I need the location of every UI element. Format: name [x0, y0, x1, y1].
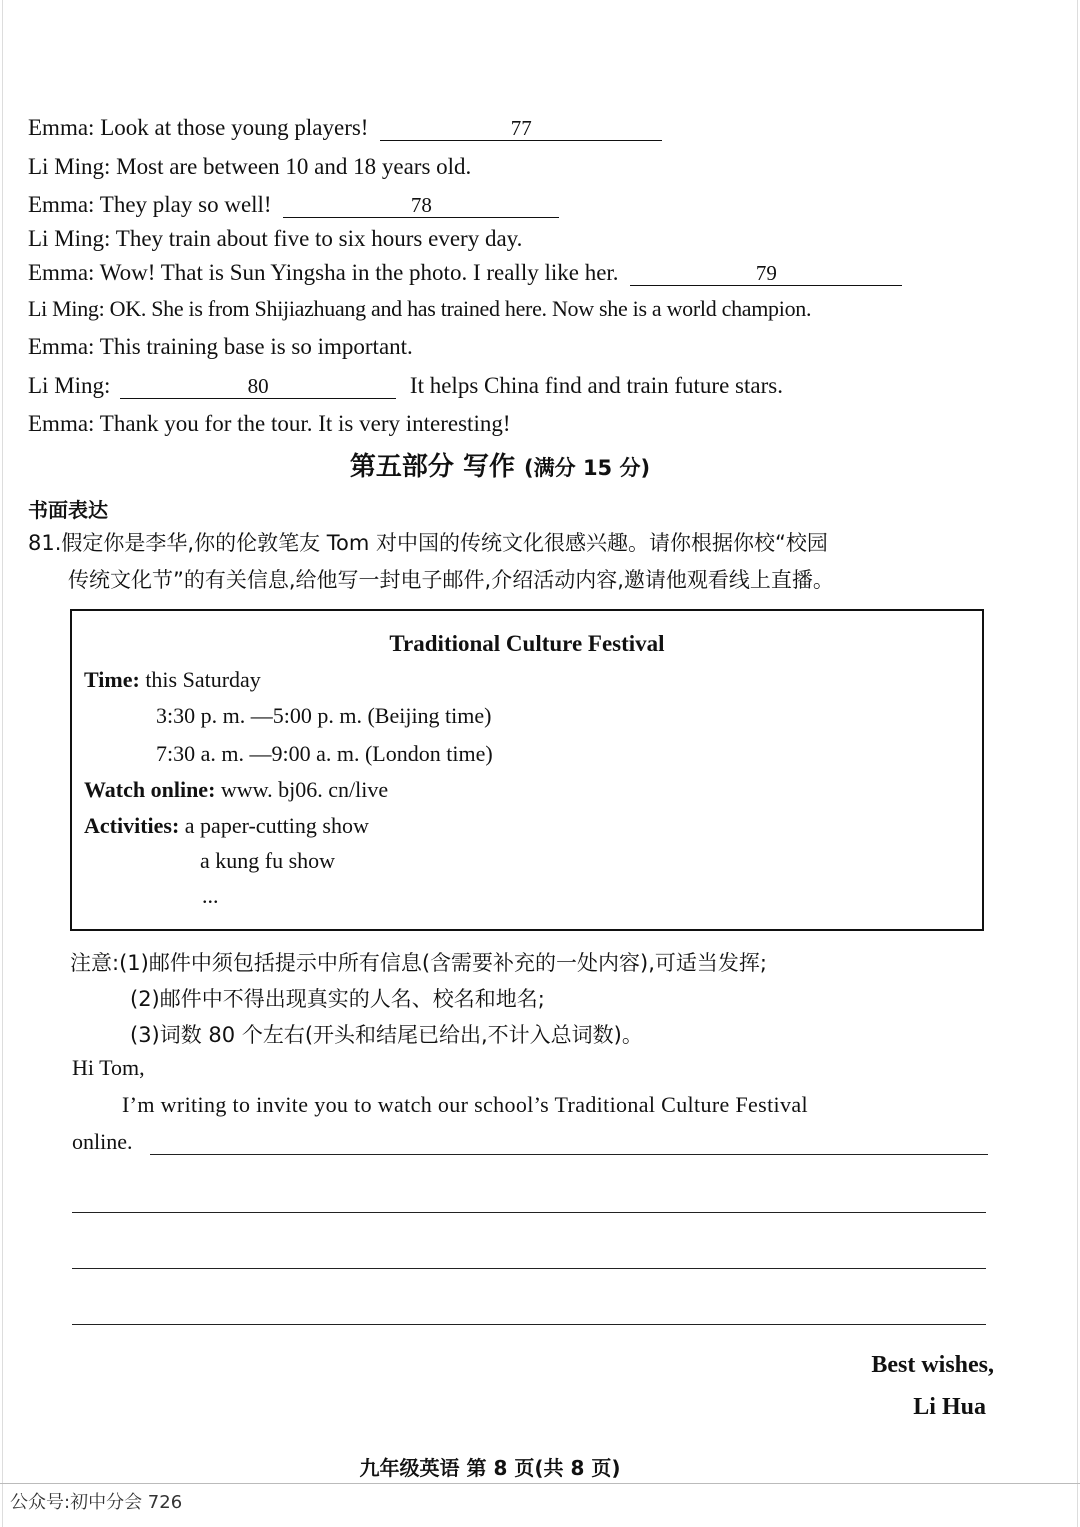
- dialogue-text: They play so well!: [99, 192, 272, 217]
- dialogue-text: Most are between 10 and 18 years old.: [116, 154, 472, 179]
- notes-item-3: (3)词数 80 个左右(开头和结尾已给出,不计入总词数)。: [130, 1023, 643, 1047]
- dialogue-text: Wow! That is Sun Yingsha in the photo. I really like her.: [99, 260, 619, 285]
- time-value: this Saturday: [145, 667, 261, 692]
- dialogue-line-8: [28, 371, 783, 401]
- dialogue-text: They train about five to six hours every day.: [115, 226, 523, 251]
- letter-closing: Best wishes,: [871, 1352, 994, 1378]
- speaker: Emma:: [28, 260, 95, 285]
- answer-blank-79[interactable]: 79: [630, 261, 902, 286]
- answer-blank-80[interactable]: 80: [120, 374, 396, 399]
- dialogue-line-1: [28, 113, 662, 143]
- speaker: Emma:: [28, 115, 95, 140]
- writing-line[interactable]: [72, 1212, 986, 1213]
- writing-heading: 书面表达: [28, 498, 108, 522]
- speaker: Li Ming:: [28, 154, 111, 179]
- activity-more: ...: [202, 883, 219, 908]
- festival-info-box: [70, 609, 984, 931]
- activities-label: Activities:: [84, 813, 180, 838]
- task-line-1: [28, 525, 828, 562]
- letter-signature: Li Hua: [913, 1394, 986, 1420]
- activities-row: [84, 813, 369, 839]
- notes-item-1: (1)邮件中须包括提示中所有信息(含需要补充的一处内容),可适当发挥;: [119, 951, 767, 975]
- page-left-edge: [2, 0, 3, 1527]
- task-line-2: 传统文化节”的有关信息,给他写一封电子邮件,介绍活动内容,邀请他观看线上直播。: [68, 568, 834, 592]
- dialogue-line-3: [28, 190, 559, 220]
- section-score: (满分 15 分): [524, 456, 651, 480]
- festival-title: Traditional Culture Festival: [389, 631, 665, 656]
- watch-row: [84, 777, 388, 803]
- activity-item: a paper-cutting show: [184, 813, 369, 838]
- task-number: 81.: [28, 531, 62, 555]
- dialogue-line-4: [28, 224, 522, 254]
- answer-blank-77[interactable]: 77: [380, 116, 662, 141]
- letter-opening-line-1: I’m writing to invite you to watch our school’s Traditional Culture Festival: [122, 1092, 808, 1117]
- time-row: [84, 667, 261, 693]
- dialogue-line-2: [28, 152, 471, 182]
- watermark: 公众号:初中分会 726: [10, 1492, 183, 1513]
- dialogue-line-5: [28, 258, 902, 288]
- dialogue-text: OK. She is from Shijiazhuang and has trained here. Now she is a world champion.: [109, 296, 812, 321]
- watch-label: Watch online:: [84, 777, 216, 802]
- watermark-divider: [0, 1483, 1080, 1484]
- page-right-edge: [1077, 0, 1078, 1527]
- dialogue-line-7: [28, 332, 413, 362]
- section-title: [0, 446, 1000, 483]
- speaker: Li Ming:: [28, 373, 111, 398]
- dialogue-text: Thank you for the tour. It is very interesting!: [99, 411, 511, 436]
- dialogue-text: Look at those young players!: [100, 115, 369, 140]
- writing-line[interactable]: [72, 1324, 986, 1325]
- speaker: Li Ming:: [28, 296, 105, 321]
- activity-item: a kung fu show: [200, 848, 336, 873]
- speaker: Emma:: [28, 411, 95, 436]
- time-label: Time:: [84, 667, 140, 692]
- task-text-1: 假定你是李华,你的伦敦笔友 Tom 对中国的传统文化很感兴趣。请你根据你校“校园: [61, 531, 828, 555]
- notes-item-2: (2)邮件中不得出现真实的人名、校名和地名;: [130, 987, 545, 1011]
- dialogue-line-9: [28, 409, 511, 439]
- section-title-text: 第五部分 写作: [349, 452, 515, 482]
- speaker: Li Ming:: [28, 226, 111, 251]
- beijing-time: 3:30 p. m. —5:00 p. m. (Beijing time): [156, 703, 492, 728]
- london-time: 7:30 a. m. —9:00 a. m. (London time): [156, 741, 493, 766]
- writing-line[interactable]: [72, 1268, 986, 1269]
- watch-url: www. bj06. cn/live: [220, 777, 389, 802]
- letter-greeting: Hi Tom,: [72, 1055, 145, 1080]
- writing-line[interactable]: [150, 1154, 988, 1155]
- notes-line-1: [70, 947, 767, 977]
- answer-blank-78[interactable]: 78: [283, 193, 559, 218]
- dialogue-line-6: [28, 294, 811, 324]
- dialogue-text: It helps China find and train future stars.: [409, 373, 783, 398]
- speaker: Emma:: [28, 334, 95, 359]
- dialogue-text: This training base is so important.: [99, 334, 413, 359]
- letter-opening-line-2: online.: [72, 1129, 133, 1154]
- page-footer: 九年级英语 第 8 页(共 8 页): [359, 1456, 621, 1480]
- speaker: Emma:: [28, 192, 95, 217]
- notes-label: 注意:: [70, 951, 120, 975]
